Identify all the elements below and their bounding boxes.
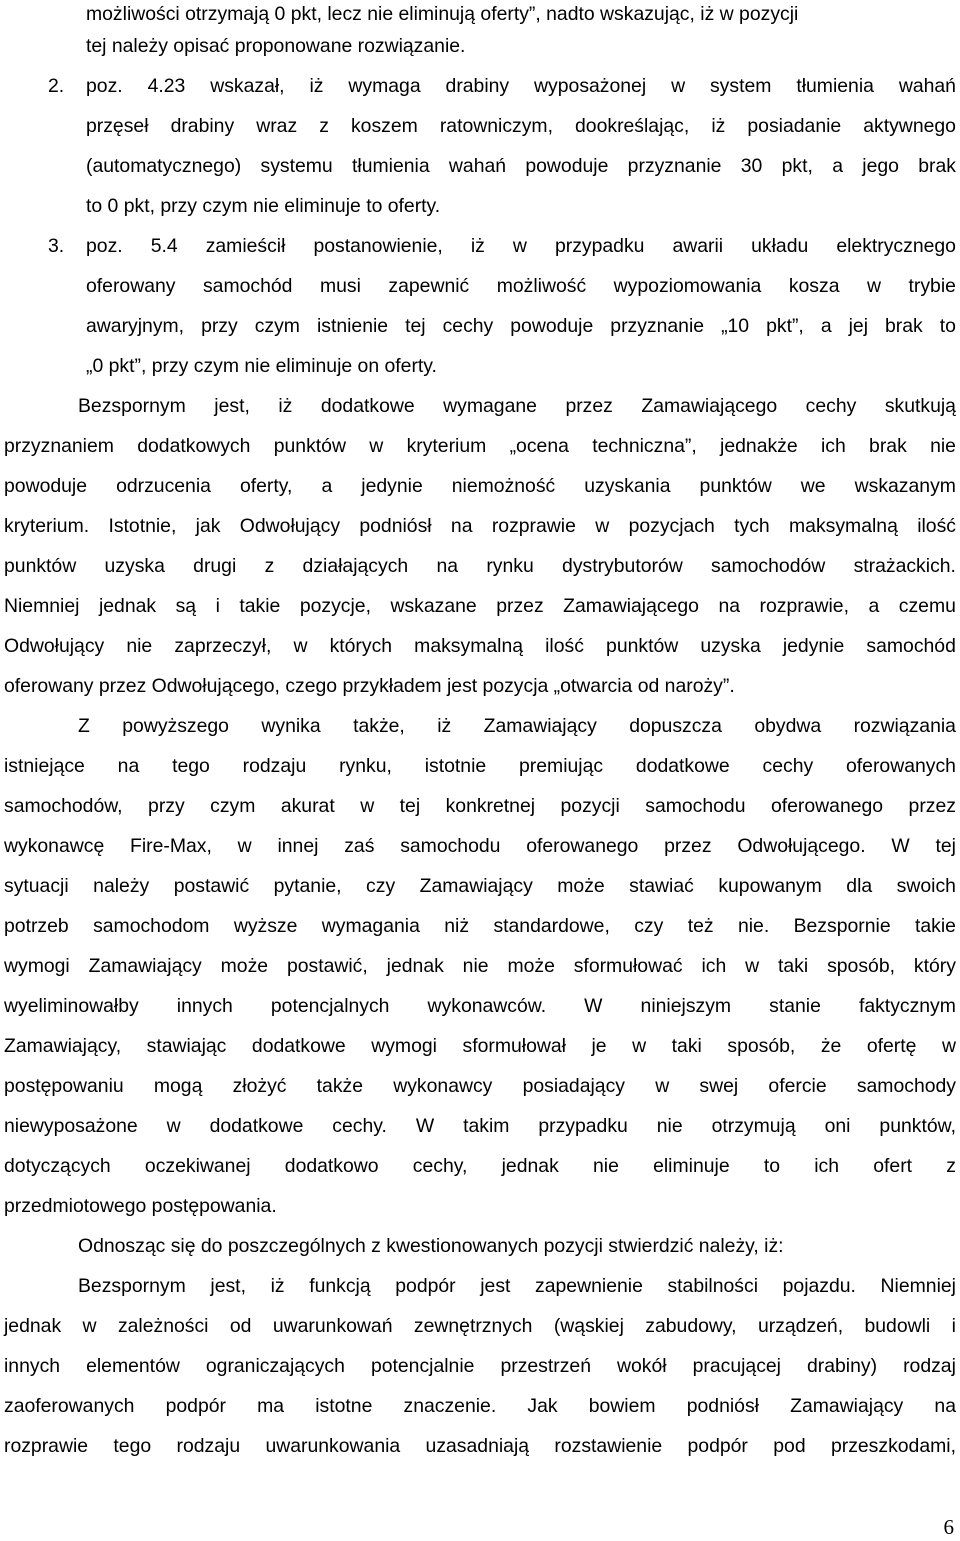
paragraph-2-line-5: sytuacji należy postawić pytanie, czy Zamawiający może stawiać kupowanym dla swoich <box>4 875 956 897</box>
list-item-3-line-3: awaryjnym, przy czym istnienie tej cechy powoduje przyznanie „10 pkt”, a jej brak to <box>86 315 956 337</box>
list-item-3-line-2: oferowany samochód musi zapewnić możliwość wypoziomowania kosza w trybie <box>86 275 956 297</box>
paragraph-1-line-5: punktów uzyska drugi z działających na rynku dystrybutorów samochodów strażackich. <box>4 555 956 577</box>
paragraph-2-line-9: Zamawiający, stawiając dodatkowe wymogi sformułował je w taki sposób, że ofertę w <box>4 1035 956 1057</box>
list-item-3-line-1: poz. 5.4 zamieścił postanowienie, iż w przypadku awarii układu elektrycznego <box>86 235 956 257</box>
paragraph-2-line-7: wymogi Zamawiający może postawić, jednak nie może sformułować ich w taki sposób, który <box>4 955 956 977</box>
paragraph-2-line-1: Z powyższego wynika także, iż Zamawiający dopuszcza obydwa rozwiązania <box>78 715 956 737</box>
page-number: 6 <box>943 1515 954 1539</box>
list-item-2-line-2: przęseł drabiny wraz z koszem ratowniczym, dookreślając, iż posiadanie aktywnego <box>86 115 956 137</box>
list-item-2-line-3: (automatycznego) systemu tłumienia wahań powoduje przyznanie 30 pkt, a jego brak <box>86 155 956 177</box>
paragraph-2-line-10: postępowaniu mogą złożyć także wykonawcy posiadający w swej ofercie samochody <box>4 1075 956 1097</box>
paragraph-1-line-1: Bezspornym jest, iż dodatkowe wymagane przez Zamawiającego cechy skutkują <box>78 395 956 417</box>
list-item-2-line-1: poz. 4.23 wskazał, iż wymaga drabiny wyposażonej w system tłumienia wahań <box>86 75 956 97</box>
list-item-2-line-4: to 0 pkt, przy czym nie eliminuje to oferty. <box>86 195 441 217</box>
paragraph-1-line-8: oferowany przez Odwołującego, czego przykładem jest pozycja „otwarcia od naroży”. <box>4 675 735 697</box>
paragraph-1-line-6: Niemniej jednak są i takie pozycje, wskazane przez Zamawiającego na rozprawie, a czemu <box>4 595 956 617</box>
paragraph-2-line-8: wyeliminowałby innych potencjalnych wykonawców. W niniejszym stanie faktycznym <box>4 995 956 1017</box>
paragraph-1-line-4: kryterium. Istotnie, jak Odwołujący podniósł na rozprawie w pozycjach tych maksymalną ilość <box>4 515 956 537</box>
paragraph-4-line-3: innych elementów ograniczających potencjalnie przestrzeń wokół pracującej drabiny) rodzaj <box>4 1355 956 1377</box>
paragraph-2-line-6: potrzeb samochodom wyższe wymagania niż standardowe, czy też nie. Bezspornie takie <box>4 915 956 937</box>
list-item-number-3: 3. <box>48 235 65 257</box>
list-item-number-2: 2. <box>48 75 65 97</box>
paragraph-2-line-12: dotyczących oczekiwanej dodatkowo cechy, jednak nie eliminuje to ich ofert z <box>4 1155 956 1177</box>
paragraph-4-line-4: zaoferowanych podpór ma istotne znaczenie. Jak bowiem podniósł Zamawiający na <box>4 1395 956 1417</box>
paragraph-2-line-2: istniejące na tego rodzaju rynku, istotnie premiując dodatkowe cechy oferowanych <box>4 755 956 777</box>
paragraph-2-line-13: przedmiotowego postępowania. <box>4 1195 277 1217</box>
list-item-3-line-4: „0 pkt”, przy czym nie eliminuje on oferty. <box>86 355 437 377</box>
paragraph-3-line-1: Odnosząc się do poszczególnych z kwestionowanych pozycji stwierdzić należy, iż: <box>78 1235 784 1257</box>
paragraph-2-line-3: samochodów, przy czym akurat w tej konkretnej pozycji samochodu oferowanego przez <box>4 795 956 817</box>
list-continuation-line-2: tej należy opisać proponowane rozwiązanie. <box>86 35 466 57</box>
paragraph-1-line-2: przyznaniem dodatkowych punktów w kryterium „ocena techniczna”, jednakże ich brak nie <box>4 435 956 457</box>
paragraph-2-line-11: niewyposażone w dodatkowe cechy. W takim przypadku nie otrzymują oni punktów, <box>4 1115 956 1137</box>
paragraph-4-line-5: rozprawie tego rodzaju uwarunkowania uzasadniają rozstawienie podpór pod przeszkodami, <box>4 1435 956 1457</box>
paragraph-4-line-1: Bezspornym jest, iż funkcją podpór jest zapewnienie stabilności pojazdu. Niemniej <box>78 1275 956 1297</box>
paragraph-1-line-7: Odwołujący nie zaprzeczył, w których maksymalną ilość punktów uzyska jedynie samochód <box>4 635 956 657</box>
paragraph-4-line-2: jednak w zależności od uwarunkowań zewnętrznych (wąskiej zabudowy, urządzeń, budowli i <box>4 1315 956 1337</box>
paragraph-2-line-4: wykonawcę Fire-Max, w innej zaś samochodu oferowanego przez Odwołującego. W tej <box>4 835 956 857</box>
list-continuation-line-1: możliwości otrzymają 0 pkt, lecz nie eliminują oferty”, nadto wskazując, iż w pozycji <box>86 3 799 25</box>
paragraph-1-line-3: powoduje odrzucenia oferty, a jedynie niemożność uzyskania punktów we wskazanym <box>4 475 956 497</box>
